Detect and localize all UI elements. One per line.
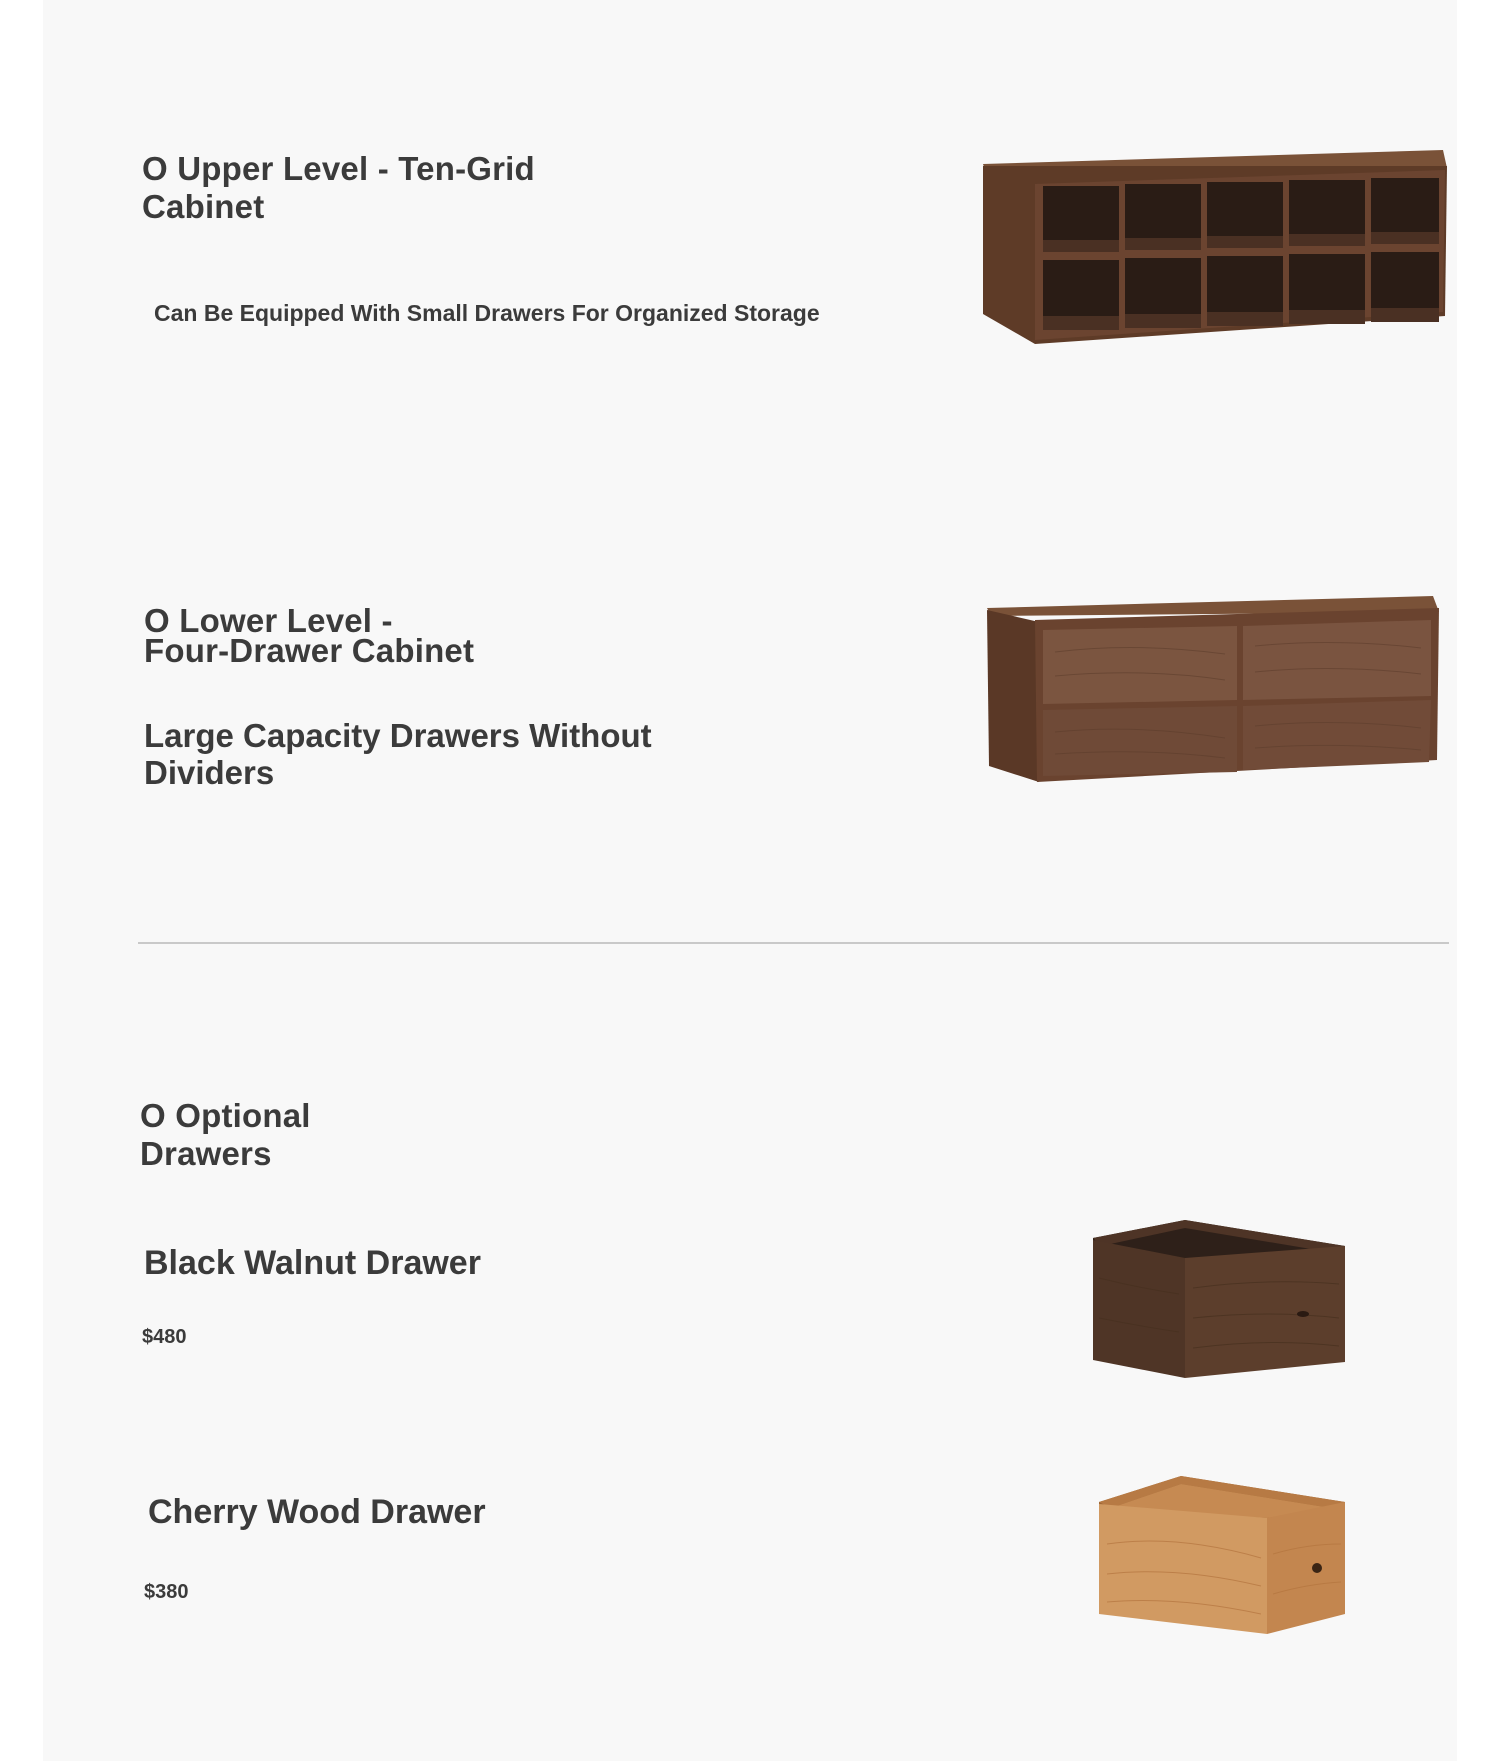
upper-level-title-text: O Upper Level - Ten-Grid Cabinet	[142, 150, 535, 225]
cherry-wood-drawer-name: Cherry Wood Drawer	[148, 1493, 486, 1531]
black-walnut-drawer-price: $480	[142, 1326, 187, 1348]
upper-level-title	[142, 150, 582, 226]
upper-level-description: Can Be Equipped With Small Drawers For Organized Storage	[154, 300, 820, 326]
cherry-wood-drawer-image	[1097, 1474, 1347, 1636]
lower-level-description: Large Capacity Drawers Without Dividers	[144, 717, 652, 791]
content-panel	[43, 0, 1457, 1761]
lower-level-title-line1: O Lower Level -	[144, 602, 393, 639]
ten-grid-cabinet-image	[977, 144, 1447, 350]
optional-drawers-title	[140, 1097, 440, 1173]
black-walnut-drawer-image	[1089, 1218, 1347, 1382]
cherry-wood-drawer-price: $380	[144, 1581, 189, 1603]
optional-title-line2: Drawers	[140, 1135, 272, 1172]
four-drawer-cabinet-image	[985, 592, 1439, 784]
black-walnut-drawer-name: Black Walnut Drawer	[144, 1244, 481, 1282]
section-divider	[138, 942, 1449, 944]
optional-title-line1: O Optional	[140, 1097, 311, 1134]
lower-level-title	[144, 602, 544, 669]
lower-level-title-line2: Four-Drawer Cabinet	[144, 632, 475, 669]
